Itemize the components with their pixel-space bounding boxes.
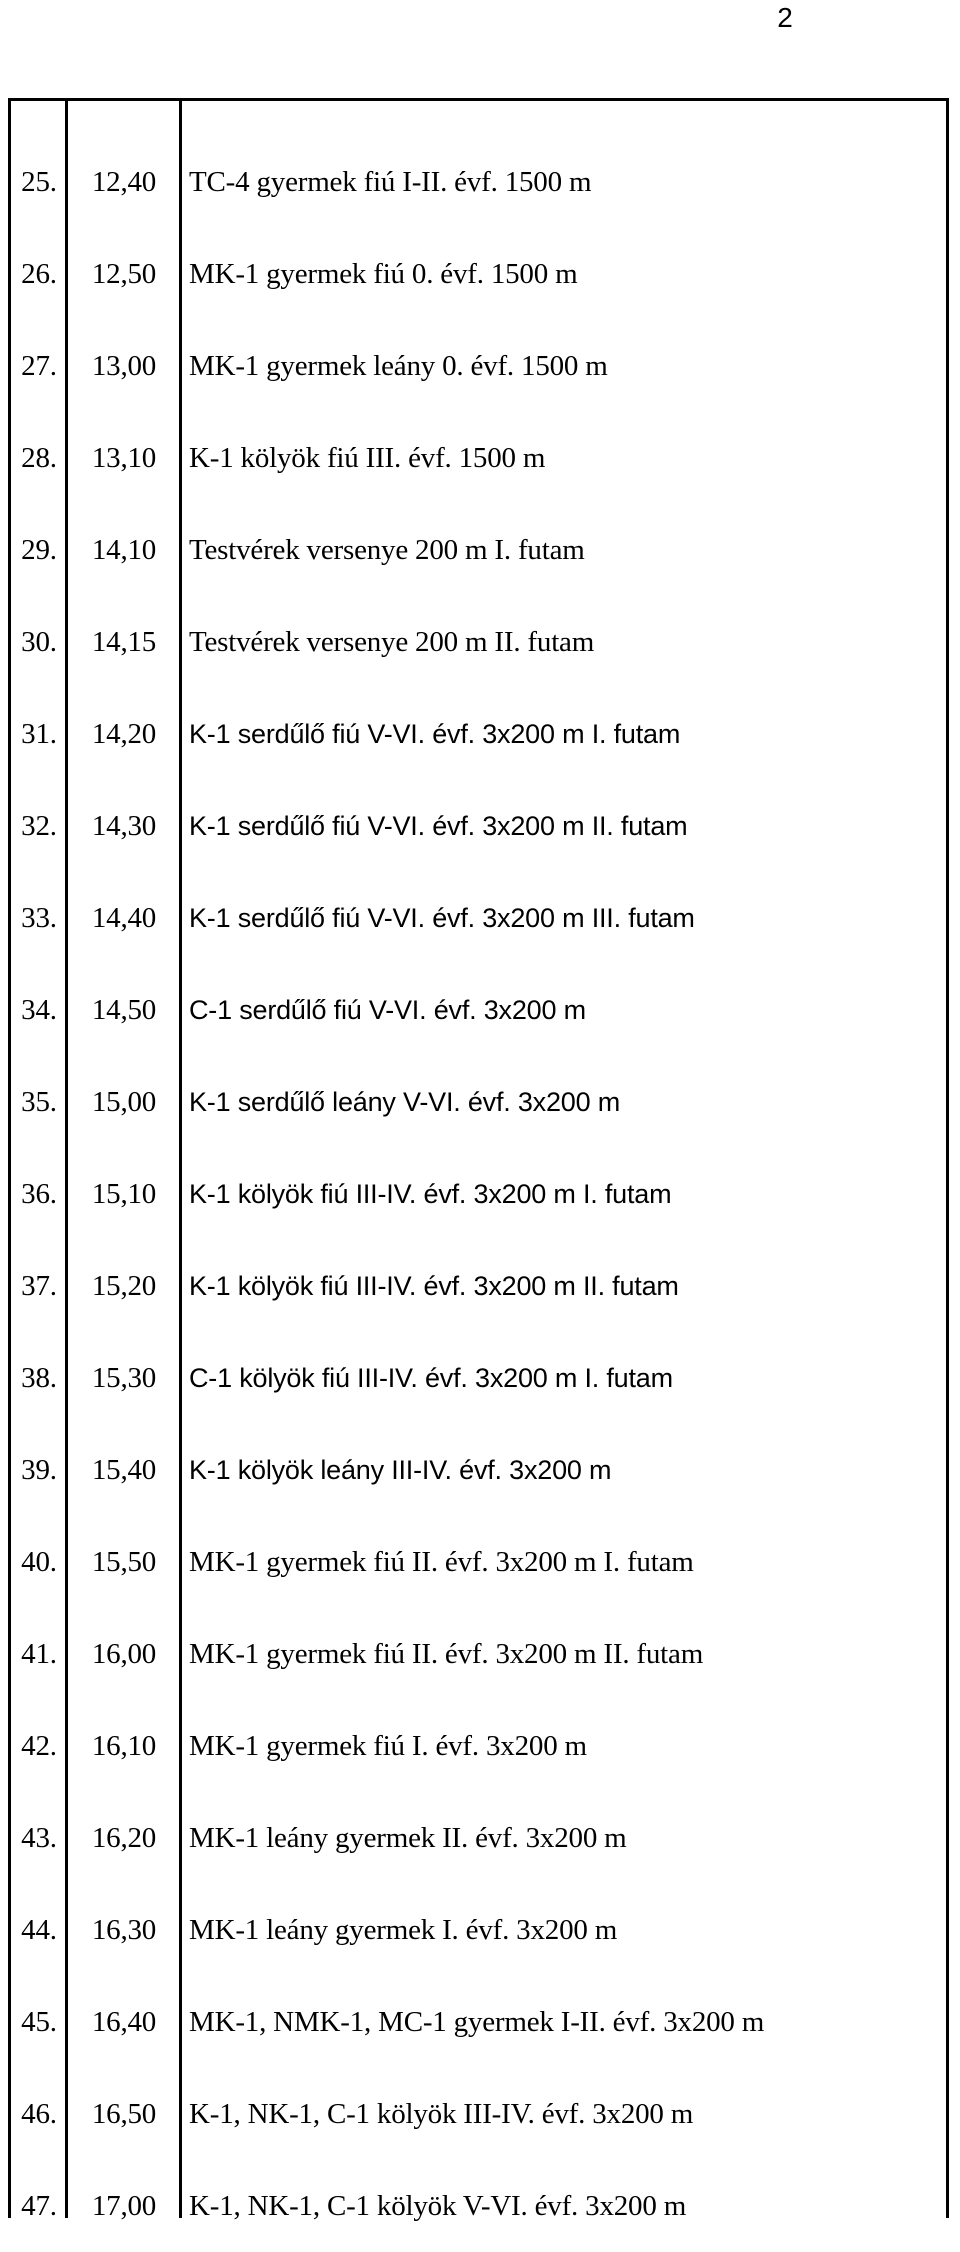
table-row [11,2160,946,2252]
race-time: 15,10 [91,1177,157,1210]
table-row [11,1148,946,1240]
race-event: C-1 kölyök fiú III-IV. évf. 3x200 m I. futam [189,1362,673,1393]
table-row [11,780,946,872]
race-number: 39. [21,1453,57,1486]
race-event: MK-1 gyermek fiú II. évf. 3x200 m I. futam [189,1545,694,1578]
race-number: 25. [21,165,57,198]
table-row [11,412,946,504]
table-row [11,1608,946,1700]
race-number: 35. [21,1085,57,1118]
race-time: 15,40 [91,1453,157,1486]
race-number: 36. [21,1177,57,1210]
race-time: 14,20 [91,717,157,750]
race-event: K-1, NK-1, C-1 kölyök III-IV. évf. 3x200 m [189,2097,694,2130]
table-row [11,1976,946,2068]
table-row [11,688,946,780]
race-number: 41. [21,1637,57,1670]
race-event: MK-1 leány gyermek I. évf. 3x200 m [189,1913,618,1946]
table-row [11,136,946,228]
page-number: 2 [777,2,793,33]
race-event: K-1 serdűlő fiú V-VI. évf. 3x200 m III. futam [189,902,695,933]
race-number: 28. [21,441,57,474]
race-time: 12,50 [91,257,157,290]
race-event: MK-1 gyermek fiú 0. évf. 1500 m [189,257,578,290]
race-number: 26. [21,257,57,290]
table-row [11,1240,946,1332]
table-row [11,2068,946,2160]
race-event: MK-1 gyermek fiú I. évf. 3x200 m [189,1729,587,1762]
table-row [11,596,946,688]
schedule-table [8,98,949,2222]
race-number: 44. [21,1913,57,1946]
table-row [11,872,946,964]
race-number: 27. [21,349,57,382]
table-row [11,964,946,1056]
race-event: TC-4 gyermek fiú I-II. évf. 1500 m [189,165,592,198]
race-number: 31. [21,717,57,750]
race-number: 32. [21,809,57,842]
race-time: 13,00 [91,349,157,382]
race-number: 46. [21,2097,57,2130]
race-number: 45. [21,2005,57,2038]
race-time: 12,40 [91,165,157,198]
race-event: K-1 serdűlő fiú V-VI. évf. 3x200 m II. futam [189,810,688,841]
race-event: K-1 kölyök fiú III-IV. évf. 3x200 m I. futam [189,1178,672,1209]
race-number: 40. [21,1545,57,1578]
race-time: 15,30 [91,1361,157,1394]
race-event: K-1, NK-1, C-1 kölyök V-VI. évf. 3x200 m [189,2189,687,2222]
race-event: K-1 serdűlő leány V-VI. évf. 3x200 m [189,1086,621,1117]
race-number: 38. [21,1361,57,1394]
table-row [11,1884,946,1976]
race-number: 47. [21,2189,57,2222]
table-row [11,1424,946,1516]
table-row [11,320,946,412]
race-event: K-1 kölyök fiú III-IV. évf. 3x200 m II. futam [189,1270,679,1301]
table-row [11,1700,946,1792]
race-number: 42. [21,1729,57,1762]
race-time: 16,10 [91,1729,157,1762]
race-time: 16,20 [91,1821,157,1854]
race-event: K-1 kölyök leány III-IV. évf. 3x200 m [189,1454,612,1485]
race-number: 30. [21,625,57,658]
race-event: Testvérek versenye 200 m I. futam [189,533,585,566]
race-time: 14,40 [91,901,157,934]
table-row [11,504,946,596]
table-row [11,1516,946,1608]
race-time: 13,10 [91,441,157,474]
table-row [11,1056,946,1148]
race-event: C-1 serdűlő fiú V-VI. évf. 3x200 m [189,994,586,1025]
race-time: 14,30 [91,809,157,842]
race-time: 16,40 [91,2005,157,2038]
race-time: 14,15 [91,625,157,658]
race-event: MK-1 gyermek leány 0. évf. 1500 m [189,349,608,382]
race-time: 15,20 [91,1269,157,1302]
race-number: 37. [21,1269,57,1302]
schedule-rows [11,136,946,2252]
race-number: 33. [21,901,57,934]
table-row [11,1792,946,1884]
table-row [11,1332,946,1424]
race-time: 15,50 [91,1545,157,1578]
race-time: 15,00 [91,1085,157,1118]
race-time: 16,00 [91,1637,157,1670]
race-number: 29. [21,533,57,566]
race-event: MK-1, NMK-1, MC-1 gyermek I-II. évf. 3x200 m [189,2005,765,2038]
race-event: K-1 serdűlő fiú V-VI. évf. 3x200 m I. futam [189,718,681,749]
table-row [11,228,946,320]
race-time: 14,50 [91,993,157,1026]
race-number: 43. [21,1821,57,1854]
race-event: K-1 kölyök fiú III. évf. 1500 m [189,441,546,474]
race-time: 16,30 [91,1913,157,1946]
race-event: Testvérek versenye 200 m II. futam [189,625,595,658]
race-time: 16,50 [91,2097,157,2130]
race-event: MK-1 leány gyermek II. évf. 3x200 m [189,1821,627,1854]
race-time: 17,00 [91,2189,157,2222]
race-event: MK-1 gyermek fiú II. évf. 3x200 m II. futam [189,1637,704,1670]
race-number: 34. [21,993,57,1026]
race-time: 14,10 [91,533,157,566]
